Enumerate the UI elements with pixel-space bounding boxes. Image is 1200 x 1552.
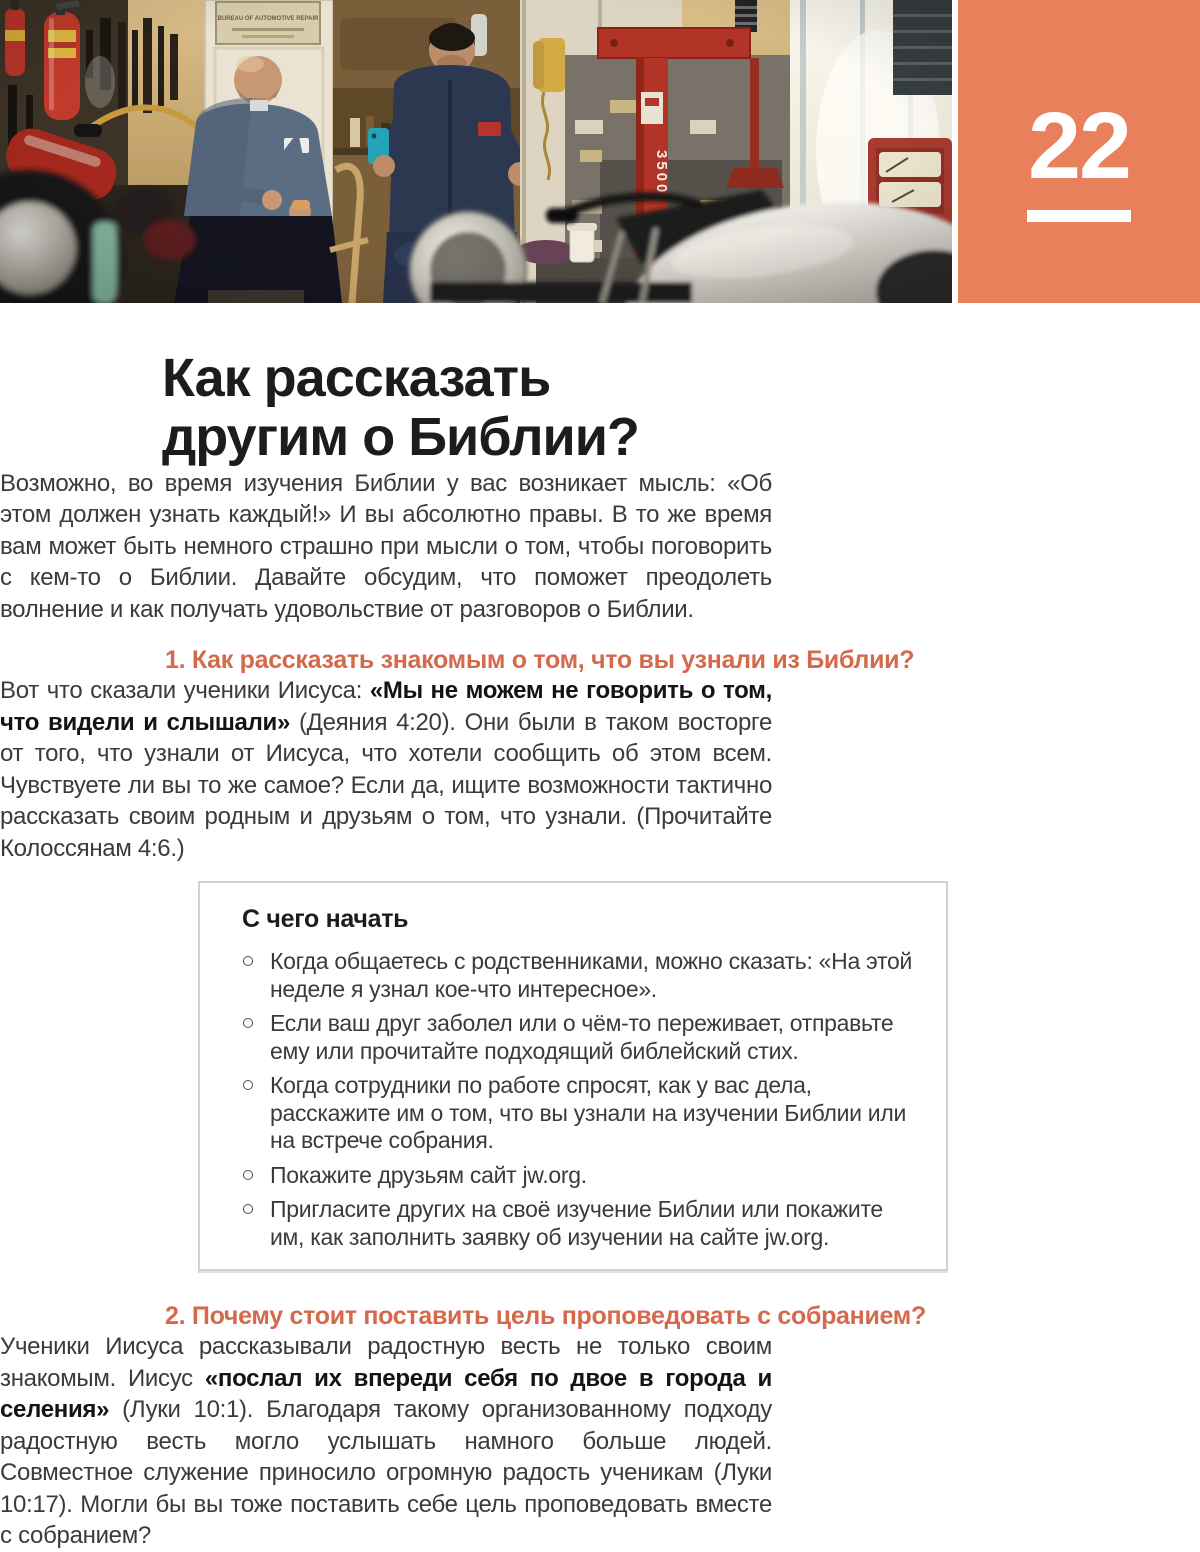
circle-bullet-icon — [243, 1204, 253, 1214]
section2-text-prefix: Ученики Иисуса рассказывали радостную весть не только своим знакомым. Иисус — [0, 1333, 772, 1392]
list-item — [242, 1196, 912, 1251]
lesson-number-underline — [1027, 210, 1131, 222]
list-item-text: Пригласите других на своё изучение Библии или покажите им, как заполнить заявку об изучении на сайте jw.org. — [270, 1196, 883, 1250]
section1-text-suffix: (Деяния 4:20). Они были в таком восторге от того, что узнали от Иисуса, что хотели сообщить об этом всем. Чувствуете ли вы то же самое? Если да, ищите возможности тактично рассказать своим родным и друзьям о том, что узнали. (Прочитайте Колоссянам 4:6.) — [0, 708, 772, 862]
how-to-start-box — [198, 881, 948, 1271]
section1-paragraph — [0, 675, 772, 864]
list-item — [242, 948, 912, 1003]
box-list — [242, 948, 912, 1251]
section2-text-suffix: (Луки 10:1). Благодаря такому организованному подходу радостную весть могло услышать намного больше людей. Совместное служение приносило огромную радость ученикам (Луки 10:17). Могли бы вы тоже поставить себе цель проповедовать вместе с собранием? — [0, 1396, 772, 1550]
garage-scene-illustration — [0, 0, 952, 303]
page-title-line1: Как рассказать — [162, 348, 551, 408]
lesson-number: 22 — [1028, 93, 1130, 199]
circle-bullet-icon — [243, 956, 253, 966]
list-item-text: Когда общаетесь с родственниками, можно сказать: «На этой неделе я узнал кое-что интересное». — [270, 948, 912, 1002]
box-title: С чего начать — [242, 905, 409, 934]
list-item-text: Покажите друзьям сайт jw.org. — [270, 1161, 587, 1188]
header-photo — [0, 0, 952, 303]
circle-bullet-icon — [243, 1080, 253, 1090]
page-title — [162, 349, 982, 468]
section1-text-prefix: Вот что сказали ученики Иисуса: — [0, 677, 370, 705]
section2-paragraph — [0, 1331, 772, 1552]
page-title-line2: другим о Библии? — [162, 407, 639, 468]
section1-heading: 1. Как рассказать знакомым о том, что вы узнали из Библии? — [165, 646, 915, 675]
circle-bullet-icon — [243, 1170, 253, 1180]
section2-heading: 2. Почему стоит поставить цель проповедовать с собранием? — [165, 1302, 926, 1331]
page-header — [0, 0, 1200, 303]
photo-vignette — [0, 0, 952, 303]
list-item — [242, 1010, 912, 1065]
section1-quote-bold: «Мы не можем не говорить о том, что видели и слышали» — [0, 677, 772, 736]
list-item — [242, 1072, 912, 1155]
circle-bullet-icon — [243, 1018, 253, 1028]
lesson-number-badge — [958, 0, 1200, 303]
list-item-text: Когда сотрудники по работе спросят, как у вас дела, расскажите им о том, что вы узнали на изучении Библии или на встрече собрания. — [270, 1072, 906, 1154]
section2-quote-bold: «послал их впереди себя по двое в города и селения» — [0, 1364, 772, 1424]
intro-paragraph: Возможно, во время изучения Библии у вас возникает мысль: «Об этом должен узнать каждый!» И вы абсолютно правы. В то же время вам может быть немного страшно при мысли о том, чтобы поговорить с кем-то о Библии. Давайте обсудим, что поможет преодолеть волнение и как получать удовольствие от разговоров о Библии. — [0, 469, 772, 623]
list-item — [242, 1162, 912, 1190]
list-item-text: Если ваш друг заболел или о чём-то переживает, отправьте ему или прочитайте подходящий библейский стих. — [270, 1010, 894, 1064]
